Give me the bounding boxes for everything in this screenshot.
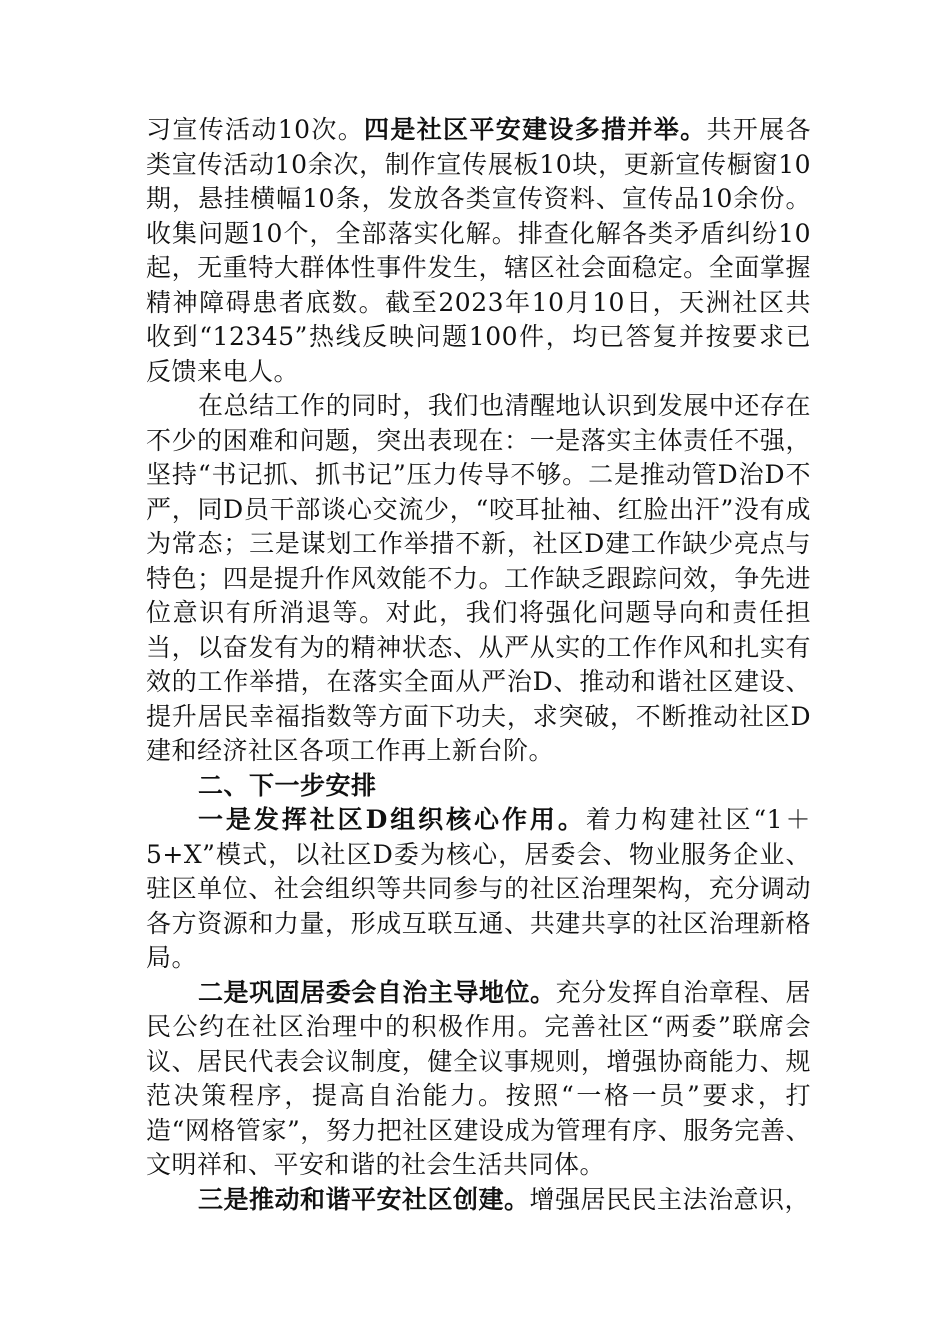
paragraph-body: 共开展各类宣传活动10余次，制作宣传展板10块，更新宣传橱窗10期，悬挂横幅10条，发放各类宣传资料、宣传品10余份。收集问题10个，全部落实化解。排查化解各类矛盾纠纷10起，无重特大群体性事件发生，辖区社会面稳定。全面掌握精神障碍患者底数。截至2023年10月10日，天洲社区共收到“12345”热线反映问题100件，均已答复并按要求已反馈来电人。 xyxy=(146,115,811,386)
paragraph-problems xyxy=(146,389,811,769)
paragraph-pretext: 习宣传活动10次。 xyxy=(146,115,365,144)
item-lead: 一是发挥社区D组织核心作用。 xyxy=(198,805,586,834)
item-lead: 二是巩固居委会自治主导地位。 xyxy=(198,977,556,1007)
document-page xyxy=(146,113,811,1217)
item-lead: 三是推动和谐平安社区创建。 xyxy=(198,1184,530,1214)
paragraph-safety-work xyxy=(146,113,811,389)
item-body: 充分发挥自治章程、居民公约在社区治理中的积极作用。完善社区“两委”联席会议、居民代表会议制度，健全议事规则，增强协商能力、规范决策程序，提高自治能力。按照“一格一员”要求，打造“网格管家”，努力把社区建设成为管理有序、服务完善、文明祥和、平安和谐的社会生活共同体。 xyxy=(146,977,811,1179)
item-body: 增强居民民主法治意识， xyxy=(529,1184,811,1214)
item-body: 着力构建社区“1＋5+X”模式，以社区D委为核心，居委会、物业服务企业、驻区单位、社会组织等共同参与的社区治理架构，充分调动各方资源和力量，形成互联互通、共建共享的社区治理新格局。 xyxy=(146,805,811,972)
item-paragraph-1 xyxy=(146,803,811,976)
paragraph-lead: 四是社区平安建设多措并举。 xyxy=(364,115,707,144)
section-heading: 二、下一步安排 xyxy=(198,770,377,800)
paragraph-body: 在总结工作的同时，我们也清醒地认识到发展中还存在不少的困难和问题，突出表现在：一是落实主体责任不强，坚持“书记抓、抓书记”压力传导不够。二是推动管D治D不严，同D员干部谈心交流少，“咬耳扯袖、红脸出汗”没有成为常态；三是谋划工作举措不新，社区D建工作缺少亮点与特色；四是提升作风效能不力。工作缺乏跟踪问效，争先进位意识有所消退等。对此，我们将强化问题导向和责任担当，以奋发有为的精神状态、从严从实的工作作风和扎实有效的工作举措，在落实全面从严治D、推动和谐社区建设、提升居民幸福指数等方面下功夫，求突破，不断推动社区D建和经济社区各项工作再上新台阶。 xyxy=(146,391,811,765)
item-paragraph-2 xyxy=(146,976,811,1183)
item-paragraph-3 xyxy=(146,1183,811,1218)
